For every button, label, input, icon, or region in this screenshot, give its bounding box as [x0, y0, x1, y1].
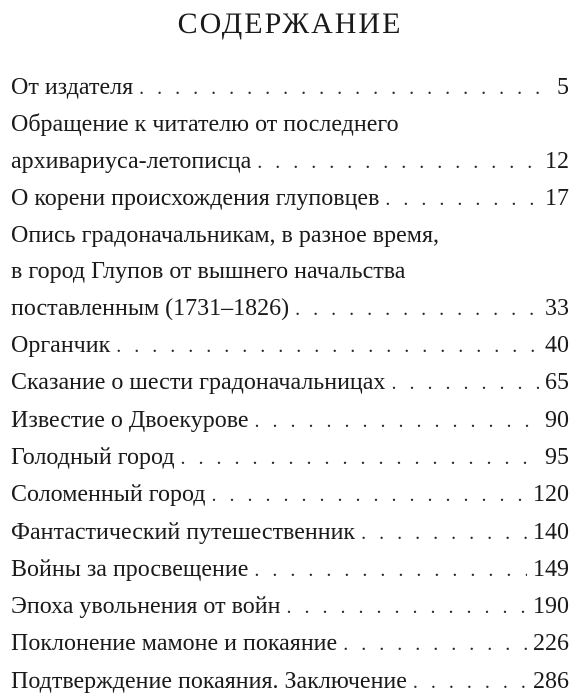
toc-entry-title-line: архивариуса-летописца [11, 147, 252, 174]
toc-entry[interactable] [11, 364, 569, 401]
toc-dot-leader [286, 589, 527, 625]
toc-entry-row [11, 290, 569, 327]
toc-dot-leader [181, 440, 539, 476]
toc-dot-leader [295, 291, 539, 327]
toc-dot-leader [385, 181, 539, 217]
toc-entry-title-line: Войны за просвещение [11, 555, 249, 582]
toc-page-number: 40 [545, 332, 569, 359]
toc-dot-leader [257, 144, 539, 180]
toc-dot-leader [361, 515, 527, 551]
toc-entry[interactable] [11, 180, 569, 217]
toc-entry-row [11, 588, 569, 625]
toc-page-number: 12 [545, 147, 569, 174]
toc-list [11, 69, 569, 700]
toc-title: СОДЕРЖАНИЕ [177, 7, 403, 40]
toc-entry-title-line: Эпоха увольнения от войн [11, 593, 281, 620]
toc-entry-row [11, 625, 569, 662]
toc-entry[interactable] [11, 69, 569, 106]
toc-dot-leader [343, 626, 527, 662]
toc-entry[interactable] [11, 514, 569, 551]
toc-entry-title-line: поставленным (1731–1826) [11, 294, 290, 321]
toc-entry-title-line: Опись градоначальникам, в разное время, [11, 222, 440, 249]
toc-entry-title-line: Известие о Двоекурове [11, 406, 249, 433]
toc-entry-title-line: Сказание о шести градоначальницах [11, 369, 386, 396]
toc-entry[interactable] [11, 402, 569, 439]
toc-dot-leader [116, 328, 539, 364]
toc-entry-row [11, 476, 569, 513]
toc-entry-row [11, 439, 569, 476]
toc-entry[interactable] [11, 625, 569, 662]
toc-page-number: 65 [545, 369, 569, 396]
toc-entry-title-line: От издателя [11, 74, 134, 100]
toc-dot-leader [391, 365, 539, 401]
toc-entry[interactable] [11, 588, 569, 625]
toc-entry-title-line: Соломенный город [11, 481, 206, 508]
toc-entry-row [11, 514, 569, 551]
toc-dot-leader [254, 552, 527, 588]
toc-entry-row [11, 402, 569, 439]
toc-entry-title-line: О корени происхождения глуповцев [11, 184, 380, 211]
toc-page-number: 226 [533, 630, 569, 657]
toc-entry-row [11, 364, 569, 401]
toc-entry-row [11, 143, 569, 180]
toc-page-number: 149 [533, 555, 569, 582]
toc-page-number: 286 [533, 667, 569, 694]
toc-page-number: 190 [533, 593, 569, 620]
toc-dot-leader [413, 664, 527, 700]
toc-entry[interactable] [11, 106, 569, 180]
toc-entry[interactable] [11, 551, 569, 588]
toc-page-number: 120 [533, 481, 569, 508]
toc-entry-title-line: в город Глупов от вышнего начальства [11, 258, 406, 285]
toc-entry[interactable] [11, 476, 569, 513]
toc-entry-title-line: Обращение к читателю от последнего [11, 111, 399, 138]
toc-entry[interactable] [11, 217, 569, 327]
toc-page-number: 90 [545, 406, 569, 433]
toc-entry-row [11, 327, 569, 364]
toc-dot-leader [139, 70, 551, 106]
toc-page-number: 33 [545, 294, 569, 321]
toc-page-number: 17 [545, 184, 569, 211]
toc-entry-row [11, 663, 569, 700]
toc-entry-row [11, 551, 569, 588]
toc-entry[interactable] [11, 663, 569, 700]
toc-entry[interactable] [11, 327, 569, 364]
toc-dot-leader [255, 403, 539, 439]
toc-entry-title-line: Голодный город [11, 443, 175, 470]
toc-page-number: 95 [545, 443, 569, 470]
toc-entry-title-line: Поклонение мамоне и покаяние [11, 630, 338, 657]
toc-entry-row [11, 180, 569, 217]
toc-entry-title-line: Органчик [11, 332, 111, 359]
toc-dot-leader [211, 477, 527, 513]
toc-page-number: 5 [557, 74, 569, 100]
toc-entry-title-line: Подтверждение покаяния. Заключение [11, 667, 407, 694]
toc-page-number: 140 [533, 518, 569, 545]
toc-entry[interactable] [11, 439, 569, 476]
toc-entry-row [11, 69, 569, 106]
toc-entry-title-line: Фантастический путешественник [11, 518, 356, 545]
